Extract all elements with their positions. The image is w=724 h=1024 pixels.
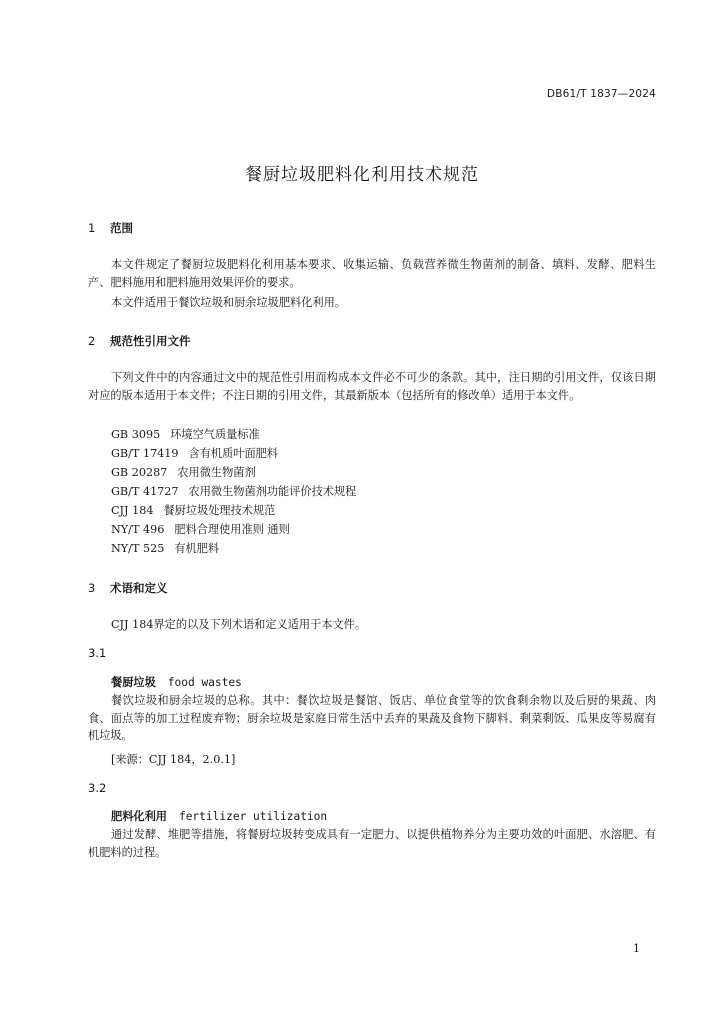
reference-title: 含有机质叶面肥料 (188, 447, 279, 460)
reference-item (111, 426, 260, 443)
term-source: [来源：CJJ 184，2.0.1] (111, 753, 236, 766)
term-number: 3.2 (88, 781, 107, 795)
reference-title: 有机肥料 (174, 542, 220, 555)
section-title: 规范性引用文件 (110, 334, 191, 348)
term-name-en: fertilizer utilization (178, 810, 328, 823)
reference-item (111, 540, 219, 557)
section-1-paragraph-1: 本文件规定了餐厨垃圾肥料化利用基本要求、收集运输、负载营养微生物菌剂的制备、填料、发酵、肥料生产、肥料施用和肥料施用效果评价的要求。 (88, 258, 656, 289)
reference-item (111, 502, 275, 519)
reference-code: GB/T 41727 (111, 485, 179, 498)
page-number: 1 (633, 942, 640, 955)
reference-item (111, 464, 256, 481)
reference-code: GB/T 17419 (111, 447, 179, 460)
reference-title: 餐厨垃圾处理技术规范 (163, 504, 276, 517)
reference-code: GB 20287 (111, 466, 168, 479)
term-definition: 餐饮垃圾和厨余垃圾的总称。其中：餐饮垃圾是餐馆、饭店、单位食堂等的饮食剩余物以及后厨的果蔬、肉食、面点等的加工过程废弃物；厨余垃圾是家庭日常生活中丢弃的果蔬及食物下脚料、剩菜剩饭、瓜果皮等易腐有机垃圾。 (88, 694, 656, 742)
reference-item (111, 483, 356, 500)
term-name (111, 674, 242, 690)
section-number: 2 (88, 334, 96, 348)
reference-title: 农用微生物菌剂 (177, 466, 256, 479)
term-number: 3.1 (88, 646, 107, 660)
term-definition: 通过发酵、堆肥等措施，将餐厨垃圾转变成具有一定肥力、以提供植物养分为主要功效的叶面肥、水溶肥、有机肥料的过程。 (88, 828, 656, 859)
section-3-intro: CJJ 184界定的以及下列术语和定义适用于本文件。 (111, 618, 367, 631)
reference-title: 农用微生物菌剂功能评价技术规程 (188, 485, 357, 498)
section-2-heading (88, 333, 191, 349)
reference-item (111, 445, 278, 462)
section-3-heading (88, 580, 168, 596)
section-title: 范围 (110, 221, 134, 235)
reference-code: NY/T 496 (111, 523, 165, 536)
reference-item (111, 521, 290, 538)
document-title: 餐厨垃圾肥料化利用技术规范 (245, 165, 479, 185)
term-name-zh: 肥料化利用 (111, 810, 167, 823)
reference-code: GB 3095 (111, 428, 161, 441)
standard-code: DB61/T 1837—2024 (546, 88, 656, 100)
section-1-paragraph-2: 本文件适用于餐饮垃圾和厨余垃圾肥料化利用。 (111, 296, 346, 309)
section-2-intro: 下列文件中的内容通过文中的规范性引用而构成本文件必不可少的条款。其中，注日期的引用文件，仅该日期对应的版本适用于本文件；不注日期的引用文件，其最新版本（包括所有的修改单）适用于本文件。 (88, 371, 656, 402)
reference-title: 肥料合理使用准则 通则 (174, 523, 290, 536)
term-name-zh: 餐厨垃圾 (111, 676, 156, 689)
term-name (111, 808, 327, 824)
reference-code: CJJ 184 (111, 504, 154, 517)
section-number: 1 (88, 221, 96, 235)
term-name-en: food wastes (167, 676, 242, 689)
reference-title: 环境空气质量标准 (170, 428, 260, 441)
reference-code: NY/T 525 (111, 542, 165, 555)
section-number: 3 (88, 581, 96, 595)
section-title: 术语和定义 (110, 581, 168, 595)
section-1-heading (88, 220, 133, 236)
